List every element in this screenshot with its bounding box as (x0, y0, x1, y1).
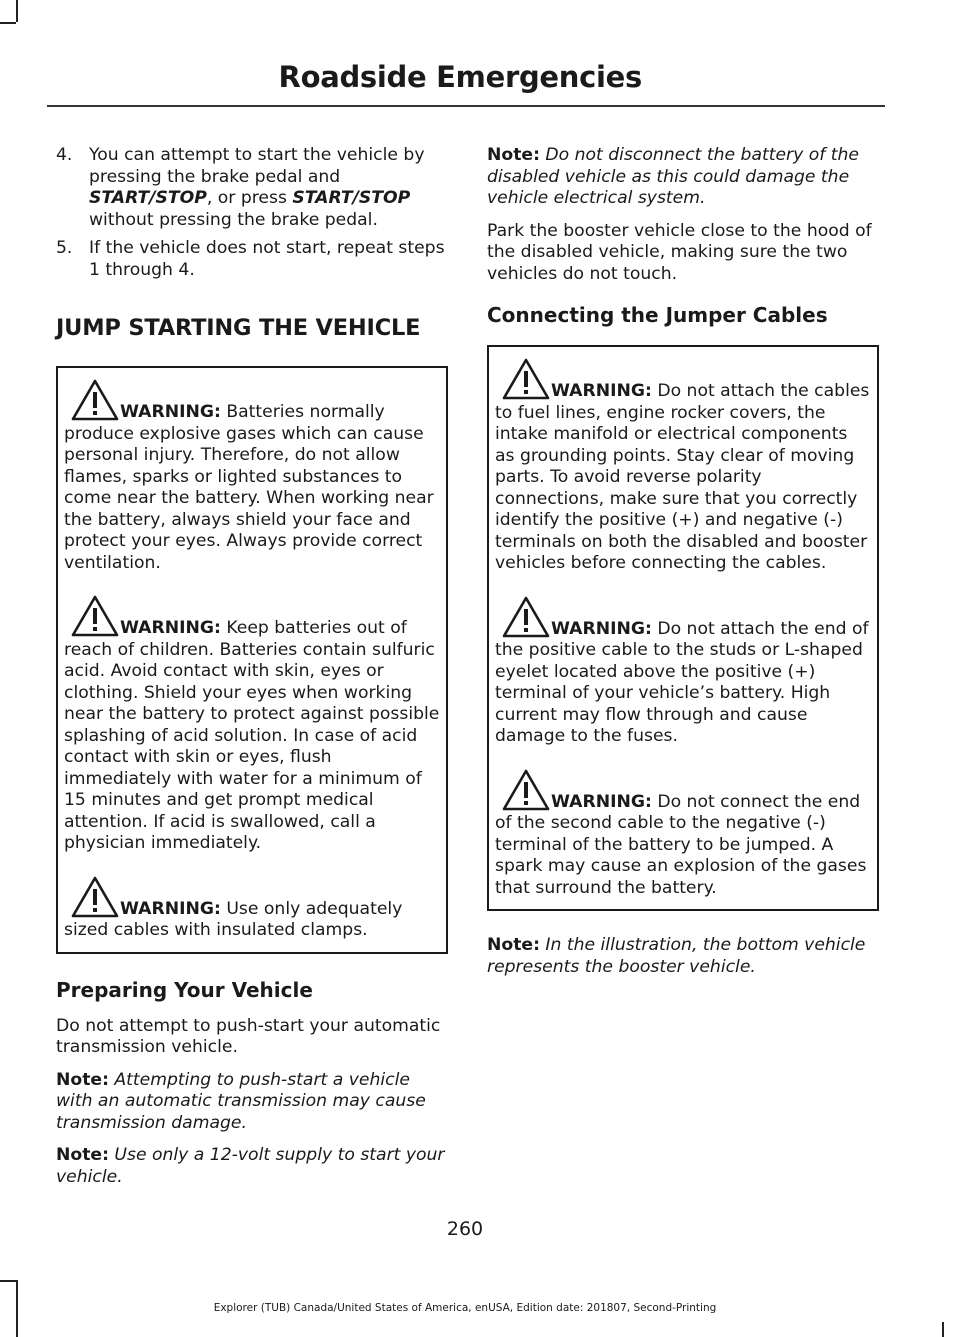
warning-item: WARNING: Do not attach the cables to fuel lines, engine rocker covers, the intake manifold or electrical components as grounding points. Stay clear of moving parts. To avoid reverse polarity connections, make sure that you correctly identify the positive (+) and negative (-) terminals on both the disabled and booster vehicles before connecting the cables. (495, 357, 871, 575)
warning-triangle-icon (70, 875, 120, 919)
warning-triangle-icon (501, 595, 551, 639)
warning-item: WARNING: Do not attach the end of the positive cable to the studs or L-shaped eyelet located above the positive (+) terminal of your vehicle’s battery. High current may flow through and cause damage to the fuses. (495, 595, 871, 748)
subheading: Connecting the Jumper Cables (487, 303, 828, 327)
note: Note: Attempting to push-start a vehicle with an automatic transmission may cause transmission damage. (56, 1069, 426, 1133)
warning-triangle-icon (501, 768, 551, 812)
warning-item: WARNING: Keep batteries out of reach of children. Batteries contain sulfuric acid. Avoid contact with skin, eyes or clothing. Shield your eyes when working near the battery to protect against possible splashing of acid solution. In case of acid contact with skin or eyes, flush immediately with water for a minimum of 15 minutes and get prompt medical attention. If acid is swallowed, call a physician immediately. (64, 594, 440, 855)
footer-edition-info: Explorer (TUB) Canada/United States of America, enUSA, Edition date: 201807, Second-Printing (213, 1302, 717, 1314)
paragraph: Do not attempt to push-start your automatic transmission vehicle. (56, 1015, 441, 1057)
page-number: 260 (446, 1218, 484, 1240)
warning-item: WARNING: Use only adequately sized cables with insulated clamps. (64, 875, 440, 942)
warning-box-right (487, 345, 879, 911)
left-column (56, 145, 448, 1199)
warning-item: WARNING: Batteries normally produce explosive gases which can cause personal injury. Therefore, do not allow flames, sparks or lighted substances to come near the battery. When working near the battery, always shield your face and protect your eyes. Always provide correct ventilation. (64, 378, 440, 574)
warning-triangle-icon (70, 594, 120, 638)
list-item-step-5: 5. If the vehicle does not start, repeat steps 1 through 4. (56, 238, 445, 280)
warning-triangle-icon (501, 357, 551, 401)
note: Note: In the illustration, the bottom vehicle represents the booster vehicle. (487, 935, 866, 977)
crop-mark-bottom-right-v (942, 1322, 944, 1337)
warning-item: WARNING: Do not connect the end of the second cable to the negative (-) terminal of the battery to be jumped. A spark may cause an explosion of the gases that surround the battery. (495, 768, 871, 900)
page-title: Roadside Emergencies (278, 60, 642, 94)
header-divider (47, 105, 885, 107)
warning-box-left (56, 366, 448, 954)
note: Note: Use only a 12-volt supply to start your vehicle. (56, 1145, 445, 1187)
subheading: Preparing Your Vehicle (56, 977, 313, 1002)
crop-mark-top-left-v (16, 0, 18, 22)
crop-mark-top-left-h (0, 22, 16, 24)
right-column (487, 145, 879, 989)
paragraph: Park the booster vehicle close to the hood of the disabled vehicle, making sure the two vehicles do not touch. (487, 220, 872, 284)
crop-mark-bottom-left-h (0, 1280, 16, 1282)
section-heading: JUMP STARTING THE VEHICLE (56, 315, 421, 341)
warning-triangle-icon (70, 378, 120, 422)
list-item-step-4: 4. You can attempt to start the vehicle by pressing the brake pedal and START/STOP, or press START/STOP without pressing the brake pedal. (56, 145, 425, 230)
note: Note: Do not disconnect the battery of the disabled vehicle as this could damage the vehicle electrical system. (487, 145, 859, 208)
